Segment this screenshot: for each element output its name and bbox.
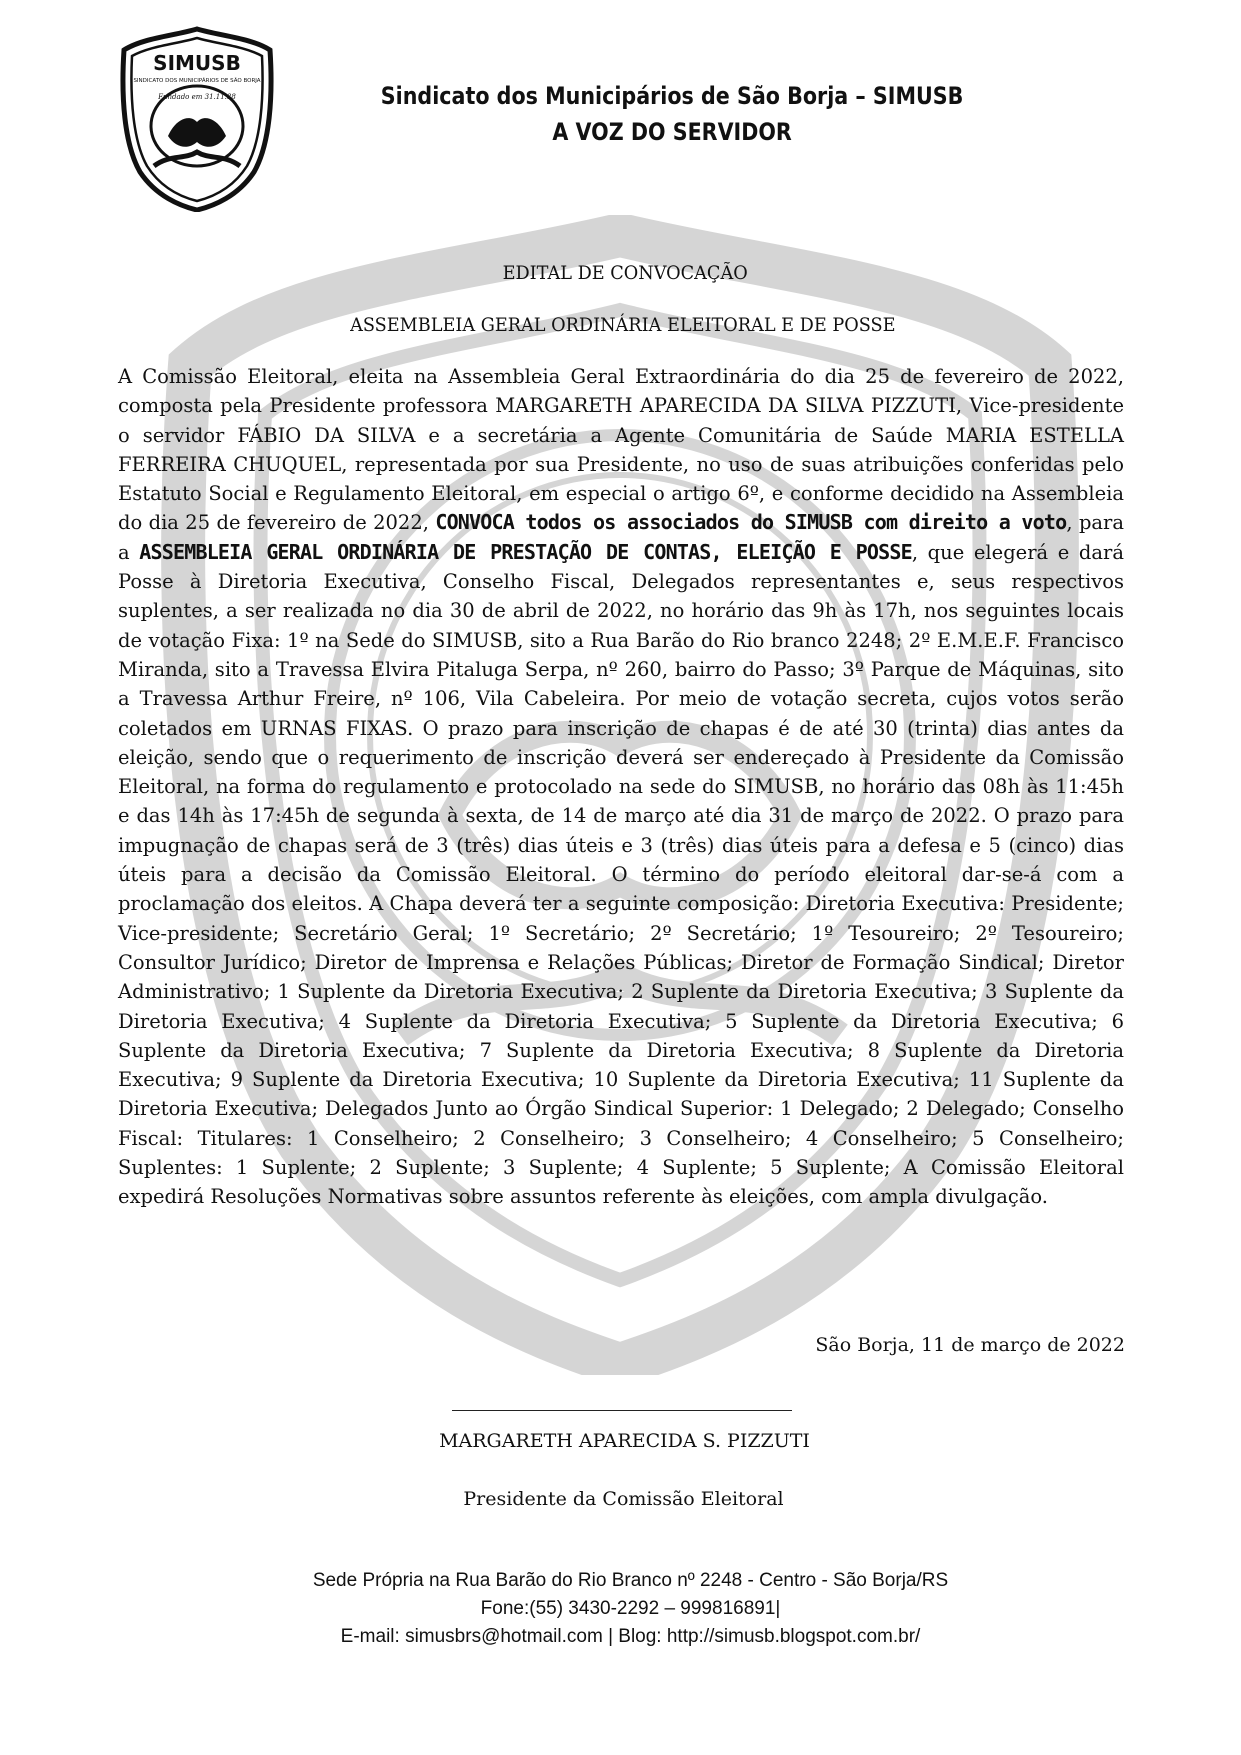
place-date: São Borja, 11 de março de 2022 <box>815 1334 1125 1356</box>
body-bold-assembly: ASSEMBLEIA GERAL ORDINÁRIA DE PRESTAÇÃO DE CONTAS, ELEIÇÃO E POSSE <box>139 539 912 564</box>
document-heading: EDITAL DE CONVOCAÇÃO <box>502 262 748 284</box>
signature-line <box>452 1410 792 1411</box>
footer-phone: Fone:(55) 3430-2292 – 999816891| <box>480 1598 781 1619</box>
organization-motto: A VOZ DO SERVIDOR <box>552 118 792 146</box>
logo-text: SIMUSB <box>153 51 241 75</box>
body-bold-convoca: CONVOCA todos os associados do SIMUSB com direito a voto <box>435 510 1067 535</box>
body-text-part2: , para a <box>118 511 1124 564</box>
document-subheading: ASSEMBLEIA GERAL ORDINÁRIA ELEITORAL E DE POSSE <box>350 314 896 336</box>
organization-title <box>87 82 1154 110</box>
logo-ring-text: SINDICATO DOS MUNICIPÁRIOS DE SÃO BORJA <box>133 78 261 84</box>
body-text-part3: , que elegerá e dará Posse à Diretoria Executiva, Conselho Fiscal, Delegados representantes e, seus respectivos suplentes, a ser realizada no dia 30 de abril de 2022, no horário das 9h às 17h, nos seguintes locais de votação Fixa: 1º na Sede do SIMUSB, sito a Rua Barão do Rio branco 2248; 2º E.M.E.F. Francisco Miranda, sito a Travessa Elvira Pitaluga Serpa, nº 260, bairro do Passo; 3º Parque de Máquinas, sito a Travessa Arthur Freire, nº 106, Vila Cabeleira. Por meio de votação secreta, cujos votos serão coletados em URNAS FIXAS. O prazo para inscrição de chapas é de até 30 (trinta) dias antes da eleição, sendo que o requerimento de inscrição deverá ser endereçado à Presidente da Comissão Eleitoral, na forma do regulamento e protocolado na sede do SIMUSB, no horário das 08h às 11:45h e das 14h às 17:45h de segunda à sexta, de 14 de março até dia 31 de março de 2022. O prazo para impugnação de chapas será de 3 (três) dias úteis e 3 (três) dias úteis para a defesa e 5 (cinco) dias úteis para a decisão da Comissão Eleitoral. O término do período eleitoral dar-se-á com a proclamação dos eleitos. A Chapa deverá ter a seguinte composição: Diretoria Executiva: Presidente; Vice-presidente; Secretário Geral; 1º Secretário; 2º Secretário; 1º Tesoureiro; 2º Tesoureiro; Consultor Jurídico; Diretor de Imprensa e Relações Públicas; Diretor de Formação Sindical; Diretor Administrativo; 1 Suplente da Diretoria Executiva; 2 Suplente da Diretoria Executiva; 3 Suplente da Diretoria Executiva; 4 Suplente da Diretoria Executiva; 5 Suplente da Diretoria Executiva; 6 Suplente da Diretoria Executiva; 7 Suplente da Diretoria Executiva; 8 Suplente da Diretoria Executiva; 9 Suplente da Diretoria Executiva; 10 Suplente da Diretoria Executiva; 11 Suplente da Diretoria Executiva; Delegados Junto ao Órgão Sindical Superior: 1 Delegado; 2 Delegado; Conselho Fiscal: Titulares: 1 Conselheiro; 2 Conselheiro; 3 Conselheiro; 4 Conselheiro; 5 Conselheiro; Suplentes: 1 Suplente; 2 Suplente; 3 Suplente; 4 Suplente; 5 Suplente; A Comissão Eleitoral expedirá Resoluções Normativas sobre assuntos referente às eleições, com ampla divulgação. <box>118 540 1124 1209</box>
signatory-role: Presidente da Comissão Eleitoral <box>463 1488 784 1510</box>
body-text-part1: A Comissão Eleitoral, eleita na Assembleia Geral Extraordinária do dia 25 de fevereiro de 2022, composta pela Presidente professora MARGARETH APARECIDA DA SILVA PIZZUTI, Vice-presidente o servidor FÁBIO DA SILVA e a secretária a Agente Comunitária de Saúde MARIA ESTELLA FERREIRA CHUQUEL, representada por sua Presidente, no uso de suas atribuições conferidas pelo Estatuto Social e Regulamento Eleitoral, em especial o artigo 6º, e conforme decidido na Assembleia do dia 25 de fevereiro de 2022, <box>118 365 1124 535</box>
document-body <box>118 362 1124 1212</box>
footer-address: Sede Própria na Rua Barão do Rio Branco nº 2248 - Centro - São Borja/RS <box>312 1570 949 1591</box>
organization-name: Sindicato dos Municipários de São Borja – <box>380 82 873 110</box>
footer-contact: E-mail: simusbrs@hotmail.com | Blog: http://simusb.blogspot.com.br/ <box>340 1626 921 1647</box>
logo-founded-text: Fundado em 31.11.88 <box>158 93 236 101</box>
organization-brand: SIMUSB <box>872 82 964 110</box>
signatory-name: MARGARETH APARECIDA S. PIZZUTI <box>439 1430 810 1452</box>
